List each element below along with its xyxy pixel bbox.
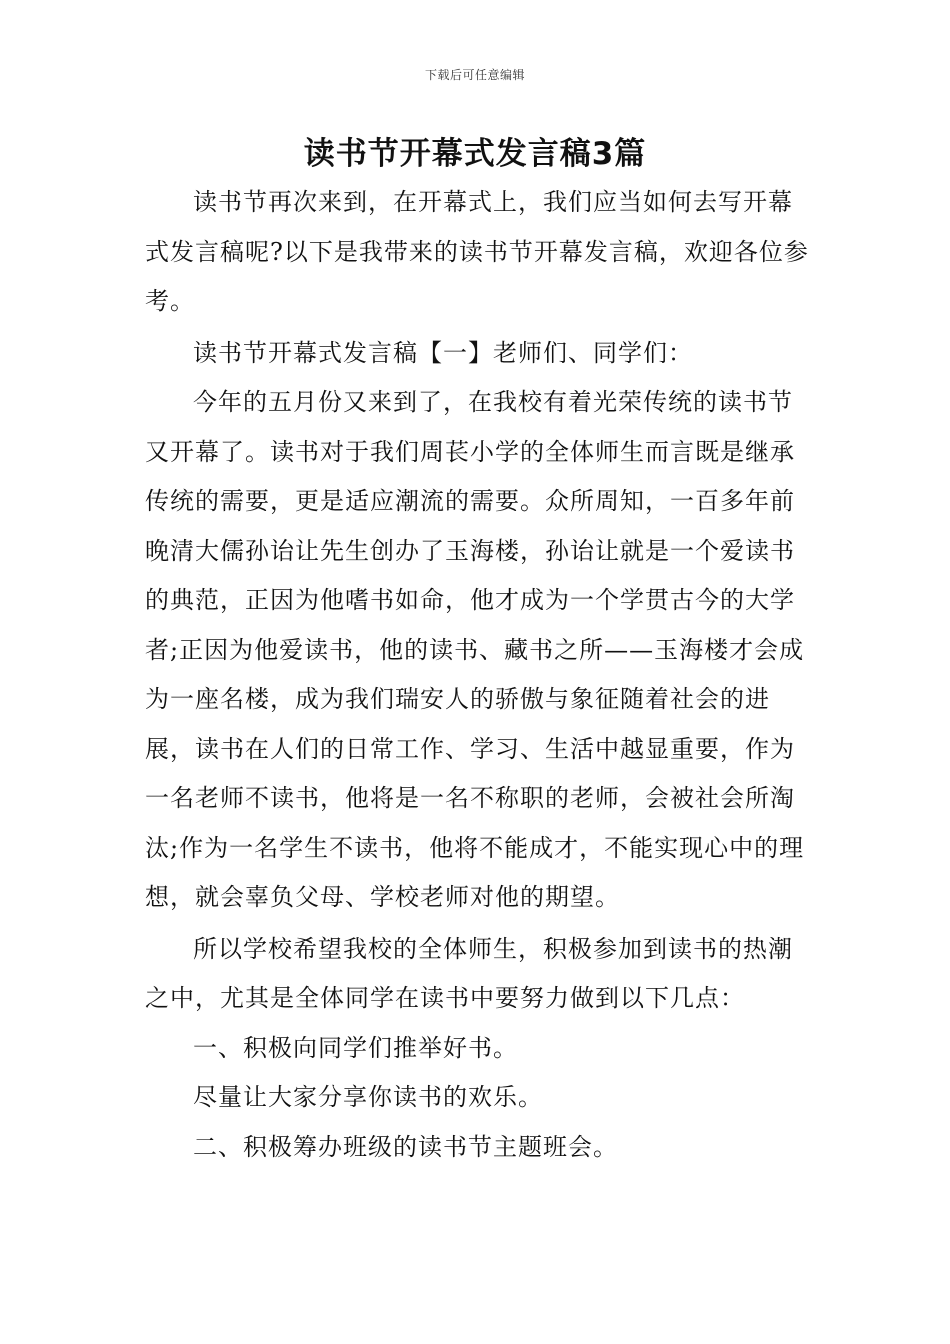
body-paragraph: 今年的五月份又来到了，在我校有着光荣传统的读书节又开幕了。读书对于我们周苌小学的全体师生而言既是继承传统的需要，更是适应潮流的需要。众所周知，一百多年前晚清大儒孙诒让先生创办了玉海楼，孙诒让就是一个爱读书的典范，正因为他嗜书如命，他才成为一个学贯古今的大学者;正因为他爱读书，他的读书、藏书之所——玉海楼才会成为一座名楼，成为我们瑞安人的骄傲与象征随着社会的进展，读书在人们的日常工作、学习、生活中越显重要，作为一名老师不读书，他将是一名不称职的老师，会被社会所淘汰;作为一名学生不读书，他将不能成才，不能实现心中的理想，就会辜负父母、学校老师对他的期望。: [145, 388, 805, 911]
list-item: 尽量让大家分享你读书的欢乐。: [193, 1083, 543, 1111]
list-item: 一、积极向同学们推举好书。: [193, 1033, 518, 1062]
page-header-note: 下载后可任意编辑: [424, 68, 525, 82]
body-paragraph: 所以学校希望我校的全体师生，积极参加到读书的热潮之中，尤其是全体同学在读书中要努力做到以下几点：: [145, 934, 793, 1012]
speech-heading-paragraph: 读书节开幕式发言稿【一】老师们、同学们：: [193, 338, 693, 367]
document-title: 读书节开幕式发言稿3篇: [303, 136, 647, 172]
list-item: 二、积极筹办班级的读书节主题班会。: [193, 1132, 618, 1161]
intro-paragraph: 读书节再次来到，在开幕式上，我们应当如何去写开幕式发言稿呢?以下是我带来的读书节开幕发言稿，欢迎各位参考。: [145, 188, 809, 315]
document-body: [145, 178, 810, 1172]
